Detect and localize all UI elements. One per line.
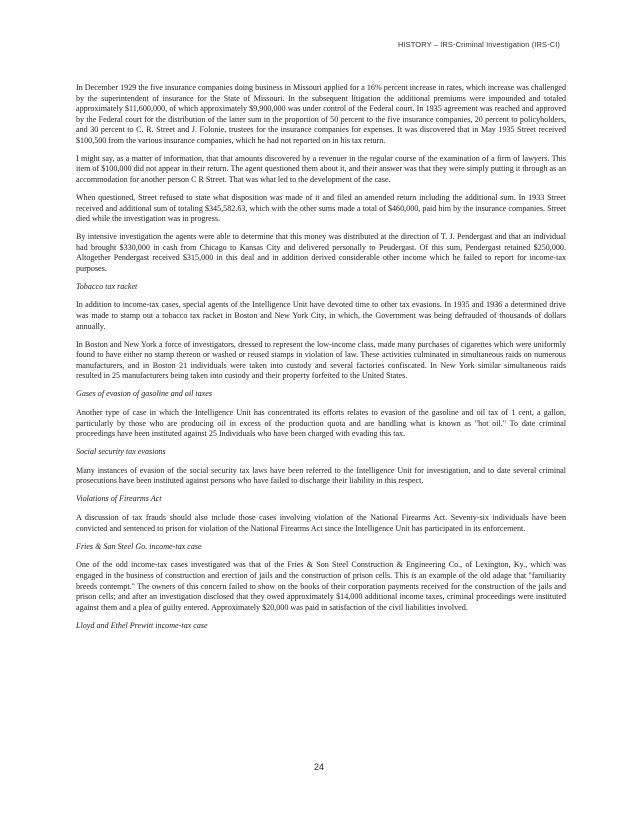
paragraph: In Boston and New York a force of investigators, dressed to represent the low-income class, made many purchases of cigarettes which were uniformly found to have either no stamp thereon or washed or reused stamps in violation of law. These activities culminated in simultaneous raids on numerous manufacturers, and in Boston 21 individuals were taken into custody and several factories confiscated. In New York similar simultaneous raids resulted in 25 manufacturers being taken into custody and their property forfeited to the United States.	[76, 339, 566, 381]
body-text	[76, 83, 566, 639]
paragraph: I might say, as a matter of information, that that amounts discovered by a revenuer in the regular course of the examination of a firm of lawyers. This item of $100,000 did not appear in their return. The agent questioned them about it, and their answer was that they were simply putting it through as an accommodation for another person C R Street. That was what led to the development of the case.	[76, 153, 566, 185]
section-heading: Social security tax evasions	[76, 447, 166, 457]
page-number: 24	[313, 762, 324, 772]
paragraph: Many instances of evasion of the social security tax laws have been referred to the Intelligence Unit for investigation, and to date several criminal prosecutions have been instituted against persons who have failed to discharge their liability in this respect.	[76, 465, 566, 486]
section-heading: Lloyd and Ethel Prewitt income-tax case	[76, 620, 208, 630]
paragraph: Another type of case in which the Intelligence Unit has concentrated its efforts relates to evasion of the gasoline and oil tax of 1 cent, a gallon, particularly by those who are producing oil in excess of the production quota and are handling what is known as "hot oil." To date criminal proceedings have been instituted against 25 Individuals who have been charged with evading this tax.	[76, 408, 566, 439]
paragraph: In December 1929 the five insurance companies doing business in Missouri applied for a 16% percent increase in rates, which increase was challenged by the superintendent of insurance for the State of Missouri. In the subsequent litigation the additional premiums were impounded and totaled approximately $11,600,000, of which approximately $9,900,000 was under control of the Federal court. In 1935 agreement was reached and approved by the Federal court for the distribution of the latter sum in the proportion of 50 percent to the five insurance companies, 20 percent to policyholders, and 30 percent to C. R. Street and J. Folonie, trustees for the insurance companies for expenses. It was discovered that in May 1935 Street received $100,500 from the various insurance companies, which he had not reported on in his tax return.	[76, 83, 566, 145]
running-header: HISTORY – IRS-Criminal Investigation (IRS-CI)	[397, 40, 560, 49]
section-heading: Gases of evasion of gasoline and oil taxes	[76, 389, 213, 399]
paragraph: A discussion of tax frauds should also include those cases involving violation of the National Firearms Act. Seventy-six individuals have been convicted and sentenced to prison for violation of the National Firearms Act since the Intelligence Unit has participated in its enforcement.	[76, 513, 566, 533]
section-heading: Fries & San Steel Go. income-tax case	[76, 541, 202, 551]
section-heading: Tobacco tax racket	[76, 281, 138, 291]
paragraph: When questioned, Street refused to state what disposition was made of it and filed an amended return including the additional sum. In 1933 Street received and additional sum of totaling $345,582.63, which with the other sums made a total of $460,000, paid him by the insurance companies. Street died while the investigation was in progress.	[76, 192, 566, 224]
paragraph: By intensive investigation the agents were able to determine that this money was distributed at the direction of T. J. Pendergast and that an individual had brought $330,000 in cash from Chicago to Kansas City and delivered personally to Peudergast. Of this sum, Pendergast retained $250,000. Altogether Pendergast received $315,000 in this deal and in addition derived considerable other income which he failed to report for income-tax purposes.	[76, 232, 566, 273]
paragraph: One of the odd income-tax cases investigated was that of the Fries & Son Steel Construction & Engineering Co., of Lexington, Ky., which was engaged in the business of construction and erection of jails and the construction of prison cells. This is an example of the old adage that "familiarity breeds contempt." The owners of this concern failed to show on the books of their corporation payments received for the construction of the jails and prison cells; and after an investigation disclosed that they owed approximately $14,000 additional income taxes, criminal proceedings were instituted against them and a plea of guilty entered. Approximately $20,000 was paid in satisfaction of the civil liabilities involved.	[76, 560, 566, 612]
paragraph: In addition to income-tax cases, special agents of the Intelligence Unit have devoted time to other tax evasions. In 1935 and 1936 a determined drive was made to stamp out a tobacco tax racket in Boston and New York City, in which, the Government was being defrauded of thousands of dollars annually.	[76, 300, 566, 331]
section-heading: Violations of Firearms Act	[76, 494, 162, 504]
